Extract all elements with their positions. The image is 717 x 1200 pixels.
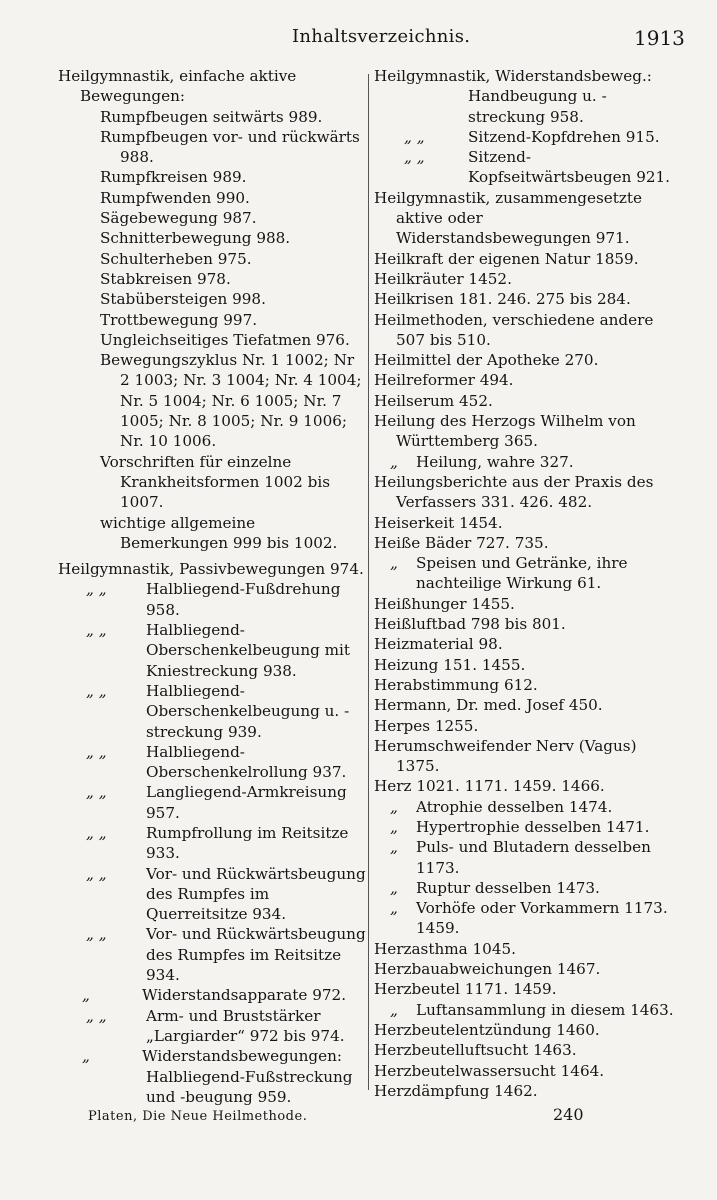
entry-text: Handbeugung u. -streckung 958. [468,87,607,126]
entry-text: Heizung 151. 1455. [374,655,526,674]
index-entry [374,675,676,695]
index-entry [58,107,366,127]
printer-signature: 240 [553,1105,584,1124]
entry-text: Heiserkeit 1454. [374,513,503,532]
ditto-mark: „ „ [86,621,107,640]
index-entry [374,655,676,675]
ditto-mark: „ „ [404,127,425,146]
entry-text: Hermann, Dr. med. Josef 450. [374,696,603,715]
entry-text: Heilmethoden, verschiedene andere 507 bis 510. [374,310,654,349]
index-entry [58,864,366,925]
entry-text: Heilung, wahre 327. [416,452,574,471]
index-entry [374,634,676,654]
index-entry [58,620,366,681]
entry-text: Schnitterbewegung 988. [100,229,291,248]
index-entry [374,289,676,309]
entry-text: Herzbeutel 1171. 1459. [374,980,557,999]
ditto-mark: „ „ [86,864,107,883]
index-entry [58,1067,366,1108]
entry-text: Arm- und Bruststärker „Largiarder“ 972 bis 974. [146,1006,345,1045]
index-entry [374,797,676,817]
index-entry [58,782,366,823]
index-entry [58,66,366,107]
index-entry [58,249,366,269]
ditto-mark: „ [390,452,398,471]
index-entry [374,1000,676,1020]
entry-text: Stabübersteigen 998. [100,290,266,309]
index-entry [374,817,676,837]
ditto-mark: „ [390,899,398,918]
index-entry [58,924,366,985]
entry-text: Halbliegend-Oberschenkelrollung 937. [146,742,347,782]
index-entry [58,330,366,350]
index-column-right [374,66,676,1101]
index-entry [374,695,676,715]
index-entry [58,513,366,554]
index-entry [374,614,676,634]
entry-text: Herzdämpfung 1462. [374,1081,538,1100]
entry-text: Ruptur desselben 1473. [416,878,600,897]
index-entry [374,1061,676,1081]
entry-text: Langliegend-Armkreisung 957. [146,783,347,822]
index-entry [374,147,676,188]
entry-text: Sitzend-Kopfseitwärtsbeugen 921. [468,148,671,187]
entry-text: Herzbeutelluftsucht 1463. [374,1041,577,1060]
index-entry [374,878,676,898]
ditto-mark: „ „ [86,742,107,761]
index-entry [374,391,676,411]
ditto-mark: „ [390,817,398,836]
entry-text: Herzasthma 1045. [374,939,516,958]
entry-text: Luftansammlung in diesem 1463. [416,1000,674,1019]
index-entry [374,979,676,999]
entry-text: Schulterheben 975. [100,249,252,268]
ditto-mark: „ „ [86,580,107,599]
entry-text: Speisen und Getränke, ihre nachteilige Wirkung 61. [416,554,628,593]
index-entry [374,513,676,533]
entry-text: Widerstandsbewegungen: [142,1047,343,1066]
entry-text: Heilgymnastik, zusammengesetzte aktive oder Widerstandsbewegungen 971. [374,188,642,248]
page-header [0,20,717,54]
index-entry [58,823,366,864]
entry-text: Herabstimmung 612. [374,675,538,694]
column-divider [368,74,369,1090]
entry-text: Heilkräuter 1452. [374,269,512,288]
entry-text: Rumpfkreisen 989. [100,168,247,187]
footer-book-title: Platen, Die Neue Heilmethode. [88,1109,308,1124]
entry-text: Herpes 1255. [374,716,479,735]
entry-text: Halbliegend-Oberschenkelbeugung mit Kniestreckung 938. [146,621,351,680]
entry-text: Trottbewegung 997. [100,310,258,329]
index-entry [58,228,366,248]
index-entry [374,66,676,86]
ditto-mark: „ [390,554,398,573]
index-entry [374,533,676,553]
entry-text: Rumpfwenden 990. [100,188,250,207]
index-entry [58,167,366,187]
index-entry [374,736,676,777]
index-entry [58,269,366,289]
index-entry [58,350,366,451]
entry-text: Heilungsberichte aus der Praxis des Verfassers 331. 426. 482. [374,472,654,512]
index-entry [374,127,676,147]
index-entry [374,350,676,370]
entry-text: Heißhunger 1455. [374,594,515,613]
entry-text: Halbliegend-Fußstreckung und -beugung 959. [146,1067,353,1106]
index-entry [374,1040,676,1060]
entry-text: Ungleichseitiges Tiefatmen 976. [100,330,350,349]
index-entry [58,127,366,168]
page-footer [0,1107,717,1135]
entry-text: Heilgymnastik, Passivbewegungen 974. [58,560,364,579]
index-entry [58,742,366,783]
index-entry [374,269,676,289]
index-entry [374,837,676,878]
entry-text: Herumschweifender Nerv (Vagus) 1375. [374,736,637,776]
entry-text: Heilkraft der eigenen Natur 1859. [374,249,639,268]
ditto-mark: „ [390,1000,398,1019]
index-entry [58,208,366,228]
entry-text: Heilgymnastik, Widerstandsbeweg.: [374,67,652,85]
entry-text: Sägebewegung 987. [100,209,257,228]
entry-text: Vorhöfe oder Vorkammern 1173. 1459. [416,899,668,938]
index-entry [58,289,366,309]
index-entry [58,452,366,513]
index-entry [374,310,676,351]
index-entry [374,411,676,452]
entry-text: Herzbeutelentzündung 1460. [374,1020,600,1039]
entry-text: Heißluftbad 798 bis 801. [374,615,566,634]
index-entry [374,939,676,959]
index-entry [374,472,676,513]
entry-text: Vor- und Rückwärtsbeugung des Rumpfes im Reitsitze 934. [146,925,366,985]
entry-text: Vor- und Rückwärtsbeugung des Rumpfes im Querreitsitze 934. [146,864,366,924]
entry-text: Heilserum 452. [374,391,493,410]
index-column-left [58,66,366,1107]
entry-text: Puls- und Blutadern desselben 1173. [416,838,651,877]
index-entry [58,559,366,579]
index-entry [374,86,676,127]
entry-text: Vorschriften für einzelne Krankheitsformen 1002 bis 1007. [100,452,331,512]
ditto-mark: „ „ [86,925,107,944]
entry-text: Rumpfbeugen vor- und rückwärts 988. [100,127,360,167]
entry-text: Bewegungszyklus Nr. 1 1002; Nr 2 1003; Nr. 3 1004; Nr. 4 1004; Nr. 5 1004; Nr. 6 1005; Nr. 7 1005; Nr. 8 1005; Nr. 9 1006; Nr. 10 1006. [100,351,362,451]
index-entry [374,776,676,796]
index-entry [374,716,676,736]
ditto-mark: „ [82,986,90,1005]
entry-text: Herzbauabweichungen 1467. [374,960,601,979]
entry-text: Heilgymnastik, einfache aktive Bewegungen: [58,67,297,106]
index-entry [374,594,676,614]
ditto-mark: „ „ [404,148,425,167]
entry-text: Heiße Bäder 727. 735. [374,533,549,552]
index-entry [374,188,676,249]
entry-text: Rumpfbeugen seitwärts 989. [100,107,323,126]
ditto-mark: „ „ [86,681,107,700]
entry-text: Hypertrophie desselben 1471. [416,817,650,836]
index-entry [374,898,676,939]
entry-text: Heilung des Herzogs Wilhelm von Württemberg 365. [374,412,636,451]
index-entry [58,188,366,208]
index-entry [374,370,676,390]
ditto-mark: „ [390,878,398,897]
ditto-mark: „ „ [86,1006,107,1025]
entry-text: Halbliegend-Fußdrehung 958. [146,580,341,619]
index-entry [374,249,676,269]
ditto-mark: „ [390,838,398,857]
index-entry [58,579,366,620]
page-number: 1913 [634,26,685,50]
entry-text: Heizmaterial 98. [374,635,503,654]
entry-text: Stabkreisen 978. [100,269,231,288]
index-entry [58,1006,366,1047]
index-entry [374,1020,676,1040]
entry-text: Herzbeutelwassersucht 1464. [374,1061,605,1080]
index-entry [58,985,366,1005]
index-entry [58,1046,366,1066]
ditto-mark: „ „ [86,823,107,842]
entry-text: Widerstandsapparate 972. [142,986,347,1005]
entry-text: Heilkrisen 181. 246. 275 bis 284. [374,290,631,309]
entry-text: Halbliegend-Oberschenkelbeugung u. -streckung 939. [146,681,350,741]
entry-text: wichtige allgemeine Bemerkungen 999 bis 1002. [100,513,338,552]
entry-text: Heilmittel der Apotheke 270. [374,351,599,370]
entry-text: Rumpfrollung im Reitsitze 933. [146,823,349,863]
index-entry [58,310,366,330]
index-entry [374,452,676,472]
entry-text: Atrophie desselben 1474. [416,797,613,816]
running-title: Inhaltsverzeichnis. [292,26,471,47]
ditto-mark: „ [390,797,398,816]
index-entry [374,959,676,979]
index-entry [58,681,366,742]
ditto-mark: „ „ [86,783,107,802]
entry-text: Heilreformer 494. [374,371,514,390]
entry-text: Sitzend-Kopfdrehen 915. [468,127,660,146]
index-entry [374,553,676,594]
index-entry [374,1081,676,1101]
ditto-mark: „ [82,1047,90,1066]
entry-text: Herz 1021. 1171. 1459. 1466. [374,777,605,796]
